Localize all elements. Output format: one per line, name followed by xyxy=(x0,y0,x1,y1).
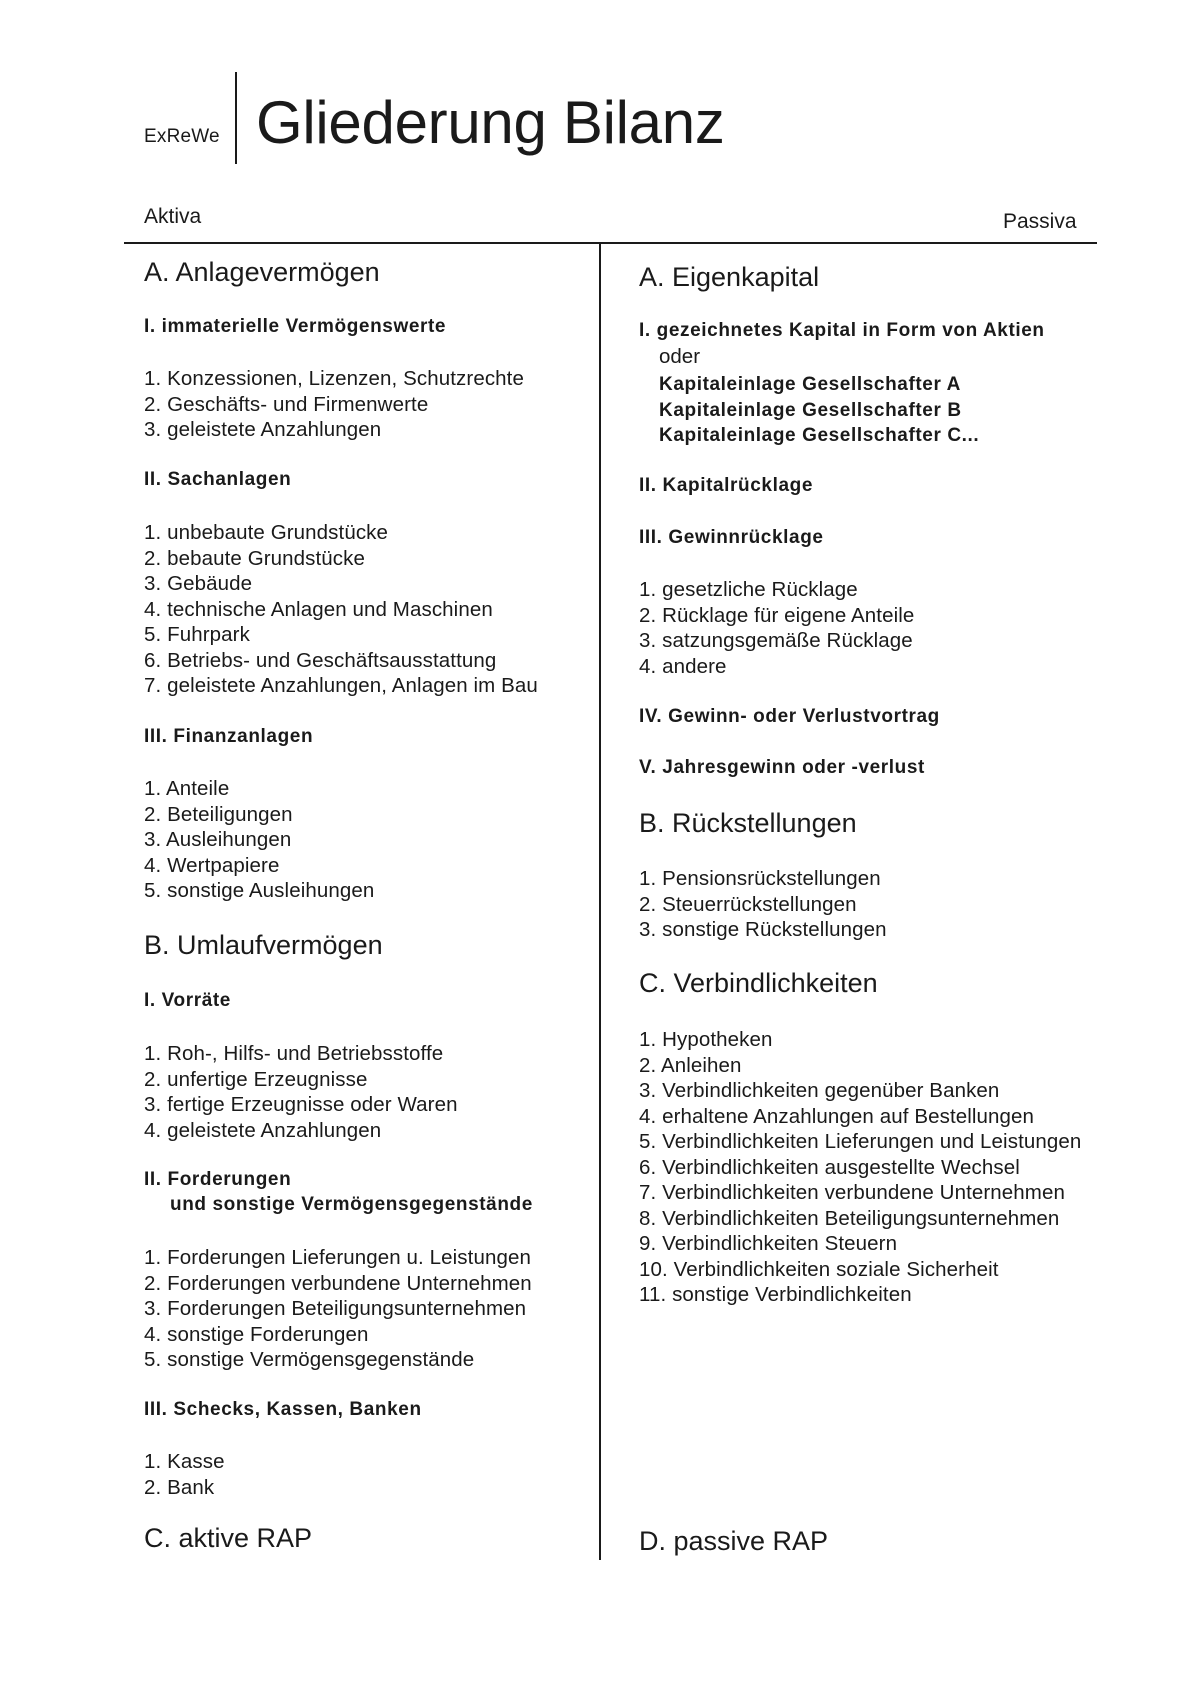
list-item: 1. Roh-, Hilfs- und Betriebsstoffe xyxy=(144,1042,444,1065)
list-item: 3. Forderungen Beteiligungsunternehmen xyxy=(144,1297,527,1320)
passiva-label: Passiva xyxy=(1003,210,1077,233)
list-item: 3. fertige Erzeugnisse oder Waren xyxy=(144,1093,458,1116)
list-item: 3. Gebäude xyxy=(144,572,253,595)
passiva-a5-title: V. Jahresgewinn oder -verlust xyxy=(639,757,925,778)
list-item: 8. Verbindlichkeiten Beteiligungsunternehmen xyxy=(639,1206,1060,1230)
list-item: 2. Anleihen xyxy=(639,1053,742,1077)
list-item: 1. unbebaute Grundstücke xyxy=(144,521,389,544)
aktiva-section-b-title: B. Umlaufvermögen xyxy=(144,930,383,960)
list-item: Kapitaleinlage Gesellschafter A xyxy=(659,374,961,395)
passiva-a3-title: III. Gewinnrücklage xyxy=(639,527,824,548)
list-item: 2. Steuerrückstellungen xyxy=(639,892,857,916)
list-item: 2. Beteiligungen xyxy=(144,802,293,826)
aktiva-a1-title: I. immaterielle Vermögenswerte xyxy=(144,316,447,337)
list-item: 1. Pensionsrückstellungen xyxy=(639,867,881,890)
aktiva-b1-title: I. Vorräte xyxy=(144,990,231,1011)
aktiva-b2-title: II. Forderungen xyxy=(144,1169,292,1190)
list-item: 7. geleistete Anzahlungen, Anlagen im Bau xyxy=(144,674,538,697)
aktiva-a3-list xyxy=(144,776,374,904)
passiva-section-b-title: B. Rückstellungen xyxy=(639,808,857,838)
passiva-section-d-title: D. passive RAP xyxy=(639,1526,829,1556)
list-item: 5. sonstige Vermögensgegenstände xyxy=(144,1348,475,1371)
list-item: 4. sonstige Forderungen xyxy=(144,1322,369,1346)
list-item: 2. unfertige Erzeugnisse xyxy=(144,1067,368,1091)
passiva-section-a-title: A. Eigenkapital xyxy=(639,262,820,292)
list-item: 3. Ausleihungen xyxy=(144,828,292,851)
aktiva-section-c-title: C. aktive RAP xyxy=(144,1523,313,1553)
list-item: Kapitaleinlage Gesellschafter B xyxy=(659,399,962,421)
passiva-section-c-title: C. Verbindlichkeiten xyxy=(639,968,878,998)
list-item: 1. Konzessionen, Lizenzen, Schutzrechte xyxy=(144,367,524,390)
horizontal-rule xyxy=(124,242,1097,244)
list-item: 4. geleistete Anzahlungen xyxy=(144,1118,382,1142)
list-item: 11. sonstige Verbindlichkeiten xyxy=(639,1283,912,1306)
aktiva-label: Aktiva xyxy=(144,205,202,228)
list-item: 5. sonstige Ausleihungen xyxy=(144,879,375,902)
aktiva-b2-list xyxy=(144,1245,532,1373)
aktiva-a2-list xyxy=(144,520,538,699)
aktiva-a1-list xyxy=(144,366,524,443)
header-divider xyxy=(235,72,237,164)
list-item: 4. erhaltene Anzahlungen auf Bestellungen xyxy=(639,1104,1035,1128)
aktiva-a3-title: III. Finanzanlagen xyxy=(144,726,314,747)
passiva-a2-title: II. Kapitalrücklage xyxy=(639,475,814,496)
list-item: 9. Verbindlichkeiten Steuern xyxy=(639,1232,898,1255)
list-item: 2. Rücklage für eigene Anteile xyxy=(639,603,915,627)
passiva-a4-title: IV. Gewinn- oder Verlustvortrag xyxy=(639,706,940,727)
list-item: 10. Verbindlichkeiten soziale Sicherheit xyxy=(639,1257,999,1281)
brand-label: ExReWe xyxy=(144,126,220,147)
list-item: 2. Geschäfts- und Firmenwerte xyxy=(144,392,429,416)
vertical-rule xyxy=(599,243,601,1560)
passiva-b-list xyxy=(639,866,887,943)
page-title: Gliederung Bilanz xyxy=(256,89,725,156)
list-item: 7. Verbindlichkeiten verbundene Unternehmen xyxy=(639,1181,1065,1204)
list-item: 1. Forderungen Lieferungen u. Leistungen xyxy=(144,1246,531,1269)
list-item: 3. satzungsgemäße Rücklage xyxy=(639,629,913,652)
list-item: Kapitaleinlage Gesellschafter C... xyxy=(659,425,980,446)
list-item: 5. Verbindlichkeiten Lieferungen und Leistungen xyxy=(639,1130,1082,1153)
list-item: 6. Betriebs- und Geschäftsausstattung xyxy=(144,648,497,672)
passiva-a1-or: oder xyxy=(659,345,701,368)
list-item: 2. bebaute Grundstücke xyxy=(144,546,366,570)
list-item: 4. Wertpapiere xyxy=(144,853,280,877)
list-item: 1. Kasse xyxy=(144,1450,225,1473)
passiva-a1-title: I. gezeichnetes Kapital in Form von Aktien xyxy=(639,320,1045,341)
list-item: 4. andere xyxy=(639,654,727,678)
passiva-a1-alt-list xyxy=(659,372,979,449)
list-item: 2. Forderungen verbundene Unternehmen xyxy=(144,1271,532,1295)
list-item: 1. Hypotheken xyxy=(639,1028,773,1051)
aktiva-section-a-title: A. Anlagevermögen xyxy=(144,257,380,287)
list-item: 2. Bank xyxy=(144,1475,215,1499)
list-item: 1. Anteile xyxy=(144,777,230,800)
list-item: 3. sonstige Rückstellungen xyxy=(639,918,887,941)
passiva-c-list xyxy=(639,1027,1081,1308)
list-item: 4. technische Anlagen und Maschinen xyxy=(144,597,493,621)
aktiva-b1-list xyxy=(144,1041,458,1143)
aktiva-b2-title-line2: und sonstige Vermögensgegenstände xyxy=(170,1194,533,1215)
list-item: 1. gesetzliche Rücklage xyxy=(639,578,858,601)
passiva-a3-list xyxy=(639,577,914,679)
list-item: 3. geleistete Anzahlungen xyxy=(144,418,382,441)
list-item: 5. Fuhrpark xyxy=(144,623,250,646)
list-item: 3. Verbindlichkeiten gegenüber Banken xyxy=(639,1079,1000,1102)
aktiva-b3-title: III. Schecks, Kassen, Banken xyxy=(144,1399,422,1420)
aktiva-a2-title: II. Sachanlagen xyxy=(144,469,292,490)
list-item: 6. Verbindlichkeiten ausgestellte Wechsel xyxy=(639,1155,1020,1179)
aktiva-b3-list xyxy=(144,1449,225,1500)
